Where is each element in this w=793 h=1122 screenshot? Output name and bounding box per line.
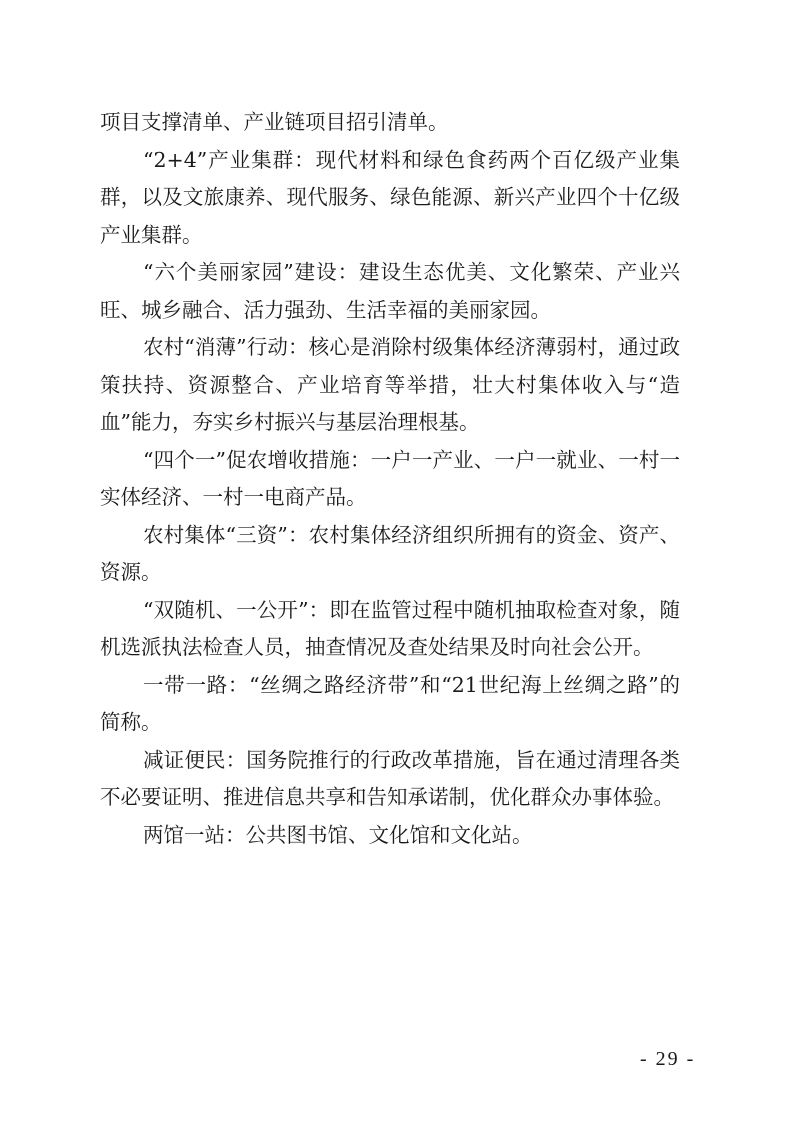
page-number: - 29 - — [640, 1048, 696, 1070]
paragraph-income-measures: “四个一”促农增收措施：一户一产业、一户一就业、一村一实体经济、一村一电商产品。 — [100, 447, 680, 509]
paragraph-industry-cluster: “2+4”产业集群：现代材料和绿色食药两个百亿级产业集群，以及文旅康养、现代服务、绿色能源、新兴产业四个十亿级产业集群。 — [100, 147, 680, 247]
paragraph-collective-assets: 农村集体“三资”：农村集体经济组织所拥有的资金、资产、资源。 — [100, 522, 680, 584]
paragraph-rural-action: 农村“消薄”行动：核心是消除村级集体经济薄弱村，通过政策扶持、资源整合、产业培育等举措，壮大村集体收入与“造血”能力，夯实乡村振兴与基层治理根基。 — [100, 335, 680, 434]
paragraph-certificate-reduction: 减证便民：国务院推行的行政改革措施，旨在通过清理各类不必要证明、推进信息共享和告知承诺制，优化群众办事体验。 — [100, 747, 680, 809]
paragraph-continuation: 项目支撑清单、产业链项目招引清单。 — [100, 110, 449, 134]
paragraph-belt-road: 一带一路：“丝绸之路经济带”和“21世纪海上丝绸之路”的简称。 — [100, 672, 680, 734]
paragraph-double-random: “双随机、一公开”：即在监管过程中随机抽取检查对象，随机选派执法检查人员，抽查情况及查处结果及时向社会公开。 — [100, 597, 680, 659]
paragraph-beautiful-homes: “六个美丽家园”建设：建设生态优美、文化繁荣、产业兴旺、城乡融合、活力强劲、生活幸福的美丽家园。 — [100, 260, 680, 322]
paragraph-two-halls-one-station: 两馆一站：公共图书馆、文化馆和文化站。 — [143, 822, 533, 847]
document-body — [100, 104, 680, 854]
